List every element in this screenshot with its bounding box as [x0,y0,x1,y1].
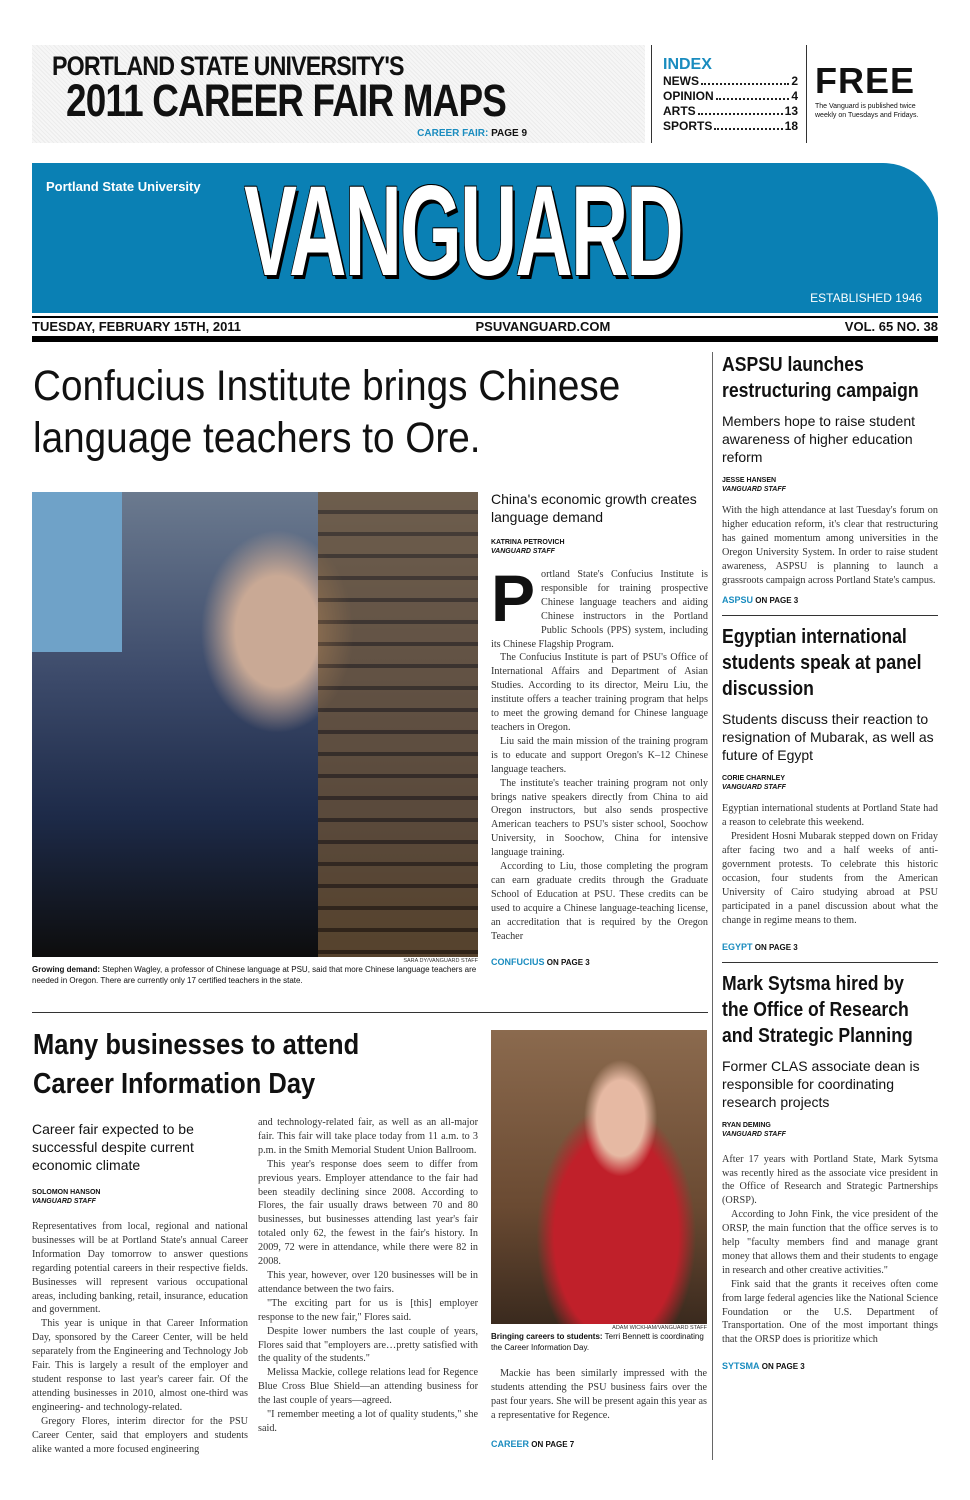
lead-headline[interactable]: Confucius Institute brings Chinese language teachers to Ore. [33,362,621,462]
paragraph: After 17 years with Portland State, Mark Sytsma was recently hired as the associate vice president in the Office of Research and Strategic Partnerships (ORSP). [722,1153,938,1207]
website-link[interactable]: PSUVANGUARD.COM [475,319,611,334]
index-label: NEWS [663,74,699,88]
byline [491,538,708,556]
paragraph: Liu said the main mission of the training program is to educate and support Oregon's K–12 Chinese language teachers. [491,735,708,775]
career-article-col2 [258,1116,478,1436]
paragraph: and technology-related fair, as well as an all-major fair. This fair will take place today from 11 a.m. to 3 p.m. in the Smith Memorial Student Union Ballroom. [258,1117,478,1156]
free-box [815,60,937,120]
free-note: The Vanguard is published twice weekly on Tuesdays and Fridays. [815,103,919,119]
paragraph: Representatives from local, regional and national businesses will be at Portland State's annual Career Information Day tomorrow to answer questions regarding potential careers in their respective fields. Businesses will represent various occupational areas, including banking, retail, insurance, education and government. [32,1221,248,1316]
author: RYAN DEMING [722,1121,771,1129]
masthead-logo[interactable]: VANGUARD [244,160,682,303]
index-label: ARTS [663,104,696,118]
jump-page: ON PAGE 3 [761,1362,805,1372]
jump-page: ON PAGE 3 [755,596,799,606]
divider [651,45,652,143]
article-body [491,561,708,943]
story-deck: Former CLAS associate dean is responsible for coordinating research projects [722,1057,920,1110]
index-title: INDEX [663,56,712,73]
career-article-col1 [32,1120,248,1456]
paragraph: According to Liu, those completing the program can earn graduate credits through the Graduate School of Education at PSU. These credits can be used to acquire a Chinese language-teaching license, an accreditation that is required by the Oregon Teacher [491,861,708,942]
story-deck: Students discuss their reaction to resignation of Mubarak, as well as future of Egypt [722,711,934,764]
byline [722,1121,938,1139]
author-role: VANGUARD STAFF [722,1130,786,1138]
index-page: 13 [784,104,798,118]
issue-date: TUESDAY, FEBRUARY 15TH, 2011 [32,319,242,334]
jump-link-aspsu[interactable] [722,595,938,605]
divider [806,45,807,143]
right-column [722,352,938,1371]
promo-ref-key: CAREER FAIR: [417,128,489,139]
paragraph: This year's response does seem to differ from previous years. Employer attendance to the fair had been steadily declining since 2008. According to Flores, the fair usually draws between 70 and 80 businesses, but businesses attending last year's fair totaled only 62, the fewest in the fair's history. In 2009, 72 were in attendance, while there were 82 in 2008. [258,1158,478,1268]
jump-link-egypt[interactable] [722,942,938,952]
story-headline[interactable]: Egyptian international students speak at panel discussion [722,626,922,701]
index-item-opinion[interactable] [663,89,798,104]
jump-link-career[interactable] [491,1439,707,1449]
story-egypt [722,624,938,951]
promo-ref [417,128,527,139]
author-role: VANGUARD STAFF [32,1198,96,1205]
paragraph: Gregory Flores, interim director for the PSU Career Center, said that employers and students alike wanted a more focused engineering [32,1415,248,1455]
promo-line2: 2011 CAREER FAIR MAPS [66,75,507,126]
jump-page: ON PAGE 3 [754,942,798,952]
article-deck: China's economic growth creates language demand [491,491,697,525]
career-fair-promo[interactable] [32,45,645,143]
lead-photo-caption-block [32,958,478,986]
index-page: 4 [791,89,798,103]
index-page: 18 [784,119,798,133]
paragraph: The institute's teacher training program not only brings native speakers directly from China to aid Oregon instructors, but also sends prospective American teachers to PSU's sister school, Soochow University, in Soochow, China for intensive language training. [491,777,708,859]
story-headline[interactable]: ASPSU launches restructuring campaign [722,354,919,402]
byline [32,1188,248,1206]
author: JESSE HANSEN [722,477,777,484]
section-divider [32,1012,708,1013]
paragraph: This year, however, over 120 businesses will be in attendance between the two fairs. [258,1269,478,1295]
career-photo [491,1030,707,1324]
story-sytsma [722,971,938,1372]
jump-link-confucius[interactable] [491,957,708,967]
column-divider [712,352,713,1460]
photo-caption [32,964,478,986]
jump-key: ASPSU [722,595,754,606]
paragraph: Fink said that the grants it receives often come from large federal agencies like the National Science Foundation or the U.S. Department of Transportation. One of the most important things that the ORSP does is prioritize which [722,1278,938,1346]
jump-key: EGYPT [722,941,753,952]
issue-volume: VOL. 65 NO. 38 [844,319,938,334]
story-body [722,504,938,587]
career-article-col3 [491,1325,707,1449]
story-aspsu [722,352,938,605]
byline [722,774,938,792]
paragraph: "The exciting part for us is [this] employer response to the new fair," Flores said. [258,1297,478,1323]
paragraph: Melissa Mackie, college relations lead for Regence Blue Cross Blue Shield—an attending business for the last couple of years—agreed. [258,1367,478,1407]
story-body [722,1153,938,1348]
jump-key: SYTSMA [722,1361,760,1372]
promo-line1: PORTLAND STATE UNIVERSITY'S [52,51,404,81]
photo-caption [491,1331,707,1353]
index-box [663,56,798,134]
paragraph: President Hosni Mubarak stepped down on Friday after facing two and a half weeks of anti-government protests. To celebrate this historic occasion, four students from the American University of Cairo studying abroad at PSU participated in a panel discussion about what the change in regime means to them. [722,831,938,926]
story-deck: Members hope to raise student awareness of higher education reform [722,413,915,465]
promo-ref-page: PAGE 9 [491,128,527,139]
index-label: OPINION [663,89,714,103]
free-title: FREE [815,60,916,101]
paragraph: ortland State's Confucius Institute is responsible for training prospective Chinese language teachers and aiding Chinese instructors in the Portland Public Schools (PPS) system, including its Chinese Flagship Program. [491,569,708,650]
divider [722,615,938,616]
author: SOLOMON HANSON [32,1189,101,1196]
story-body [722,802,938,927]
jump-page: ON PAGE 3 [546,958,590,968]
article-deck: Career fair expected to be successful despite current economic climate [32,1121,194,1173]
career-headline[interactable]: Many businesses to attend Career Information Day [33,1029,360,1100]
paragraph: With the high attendance at last Tuesday's forum on higher education reform, it's clear that restructuring has gained momentum among universities in the Oregon University System. In order to raise student awareness, ASPSU is planning to launch a grassroots campaign across Portland State's campus. [722,505,938,586]
photo-credit: SARA DY/VANGUARD STAFF [403,958,478,964]
caption-text: Terri Bennett is coordinating the Career Information Day. [491,1332,704,1352]
dateline [32,316,938,342]
jump-key: CONFUCIUS [491,957,545,968]
byline [722,476,938,494]
author: CORIE CHARNLEY [722,775,786,783]
lead-article [491,490,708,967]
masthead [32,160,938,313]
jump-page: ON PAGE 7 [531,1439,575,1449]
index-label: SPORTS [663,119,713,133]
masthead-university: Portland State University [46,179,201,194]
dropcap: P [491,561,536,635]
paragraph: Egyptian international students at Portland State had a reason to celebrate this weekend. [722,803,938,829]
author: KATRINA PETROVICH [491,539,565,546]
paragraph: According to John Fink, the vice president of the ORSP, the main function that the office serves is to help "faculty members find and manage grant money that allows them and their students to engage in research and other creative activities." [722,1209,938,1276]
article-body [32,1220,248,1456]
jump-key: CAREER [491,1438,530,1449]
author-role: VANGUARD STAFF [722,784,786,792]
paragraph: Despite lower numbers the last couple of years, Flores said that "employers are…pretty satisfied with the quality of the students." [258,1325,478,1365]
paragraph: The Confucius Institute is part of PSU's Office of International Affairs and Department of Asian Studies. According to its director, Meiru Liu, the institute offers a teacher training program that helps to meet the growing demand for Chinese language teachers in Oregon. [491,652,708,733]
paragraph: Mackie has been similarly impressed with the students attending the PSU business fairs over the past four years. She will be present again this year as a representative for Regence. [491,1368,707,1421]
jump-link-sytsma[interactable] [722,1361,938,1371]
index-item-arts[interactable] [663,104,798,119]
index-item-sports[interactable] [663,119,798,134]
lead-photo [32,492,478,957]
caption-key: Growing demand: [32,965,100,974]
masthead-established: ESTABLISHED 1946 [810,291,922,305]
paragraph: "I remember meeting a lot of quality students," she said. [258,1409,478,1434]
divider [722,962,938,963]
caption-key: Bringing careers to students: [491,1332,603,1341]
story-headline[interactable]: Mark Sytsma hired by the Office of Research and Strategic Planning [722,972,913,1047]
index-item-news[interactable] [663,74,798,89]
paragraph: This year is unique in that Career Information Day, sponsored by the Career Center, will be held separately from the Engineering and Technology Job Fair. This is largely a result of the employer and student response to last year's career fair. Of the attending businesses in 2010, almost one-third was engineering- and technology-related. [32,1318,248,1413]
photo-credit: ADAM WICKHAM/VANGUARD STAFF [612,1325,707,1331]
article-body [491,1367,707,1423]
caption-text: Stephen Wagley, a professor of Chinese language at PSU, said that more Chinese language teachers are needed in Oregon. There are currently only 17 certified teachers in the state. [32,965,477,985]
author-role: VANGUARD STAFF [491,548,555,555]
index-page: 2 [791,74,798,88]
author-role: VANGUARD STAFF [722,486,786,493]
